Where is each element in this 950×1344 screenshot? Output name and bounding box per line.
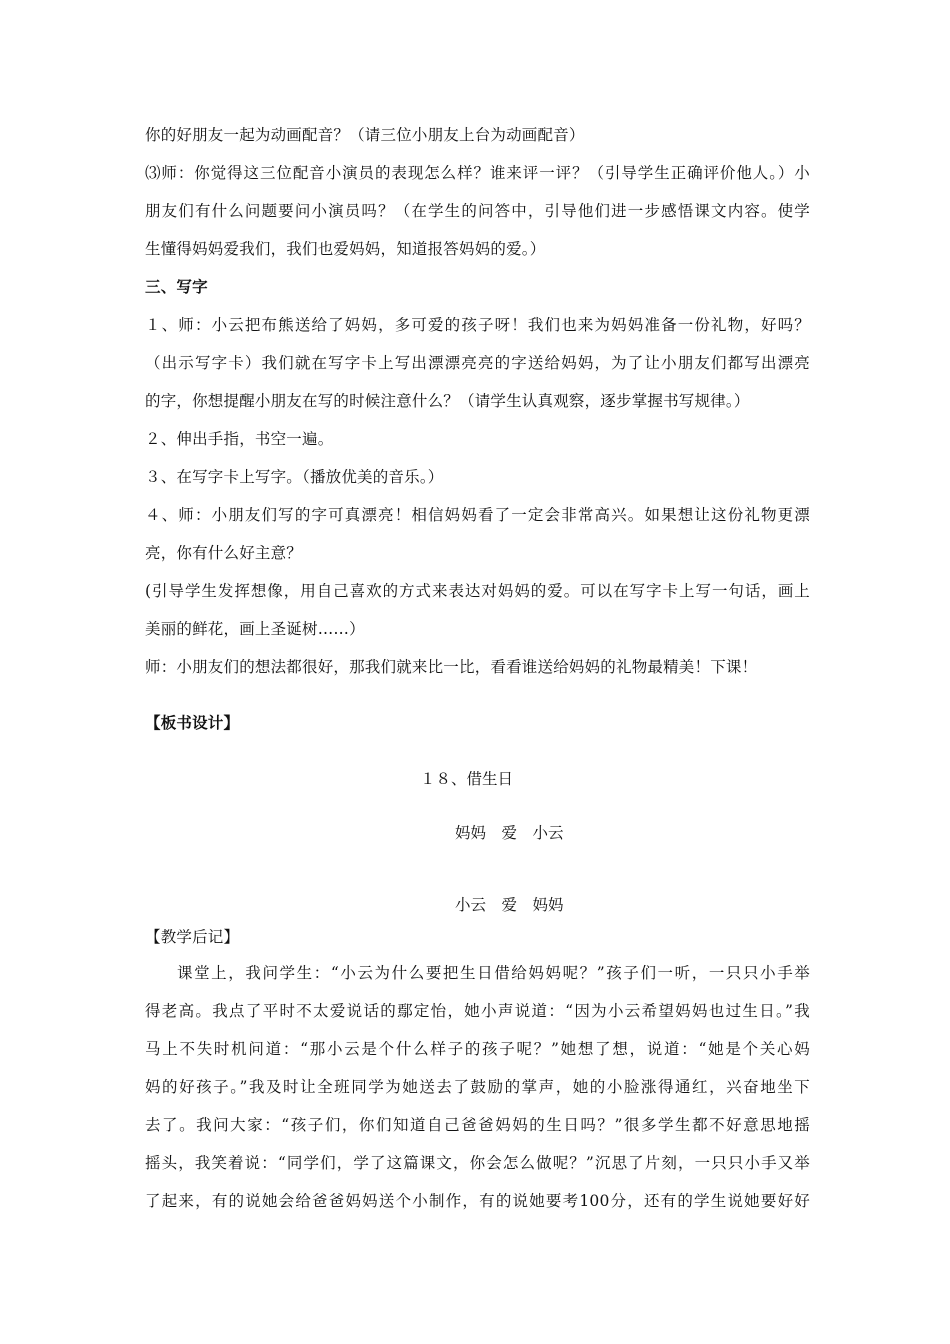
paragraph-line: 朋友们有什么问题要问小演员吗？（在学生的问答中，引导他们进一步感悟课文内容。使学: [145, 202, 810, 220]
postscript-line: 课堂上，我问学生：“小云为什么要把生日借给妈妈呢？”孩子们一听，一只只小手举: [177, 964, 810, 982]
postscript-line: 马上不失时机问道：“那小云是个什么样子的孩子呢？”她想了想，说道：“她是个关心妈: [145, 1040, 810, 1058]
paragraph-line: ３、在写字卡上写字。（播放优美的音乐。）: [145, 468, 444, 486]
paragraph-line: 师：小朋友们的想法都很好，那我们就来比一比，看看谁送给妈妈的礼物最精美！下课！: [145, 658, 758, 676]
paragraph-line: 亮，你有什么好主意？: [145, 544, 303, 562]
paragraph-line: ２、伸出手指，书空一遍。: [145, 430, 334, 448]
paragraph-line: 美丽的鲜花，画上圣诞树……）: [145, 620, 365, 638]
postscript-line: 摇头，我笑着说：“同学们，学了这篇课文，你会怎么做呢？”沉思了片刻，一只只小手又举: [145, 1154, 810, 1172]
paragraph-line: ４、师：小朋友们写的字可真漂亮！相信妈妈看了一定会非常高兴。如果想让这份礼物更漂: [145, 506, 810, 524]
paragraph-line: 你的好朋友一起为动画配音？（请三位小朋友上台为动画配音）: [145, 126, 585, 144]
paragraph-line: ⑶师：你觉得这三位配音小演员的表现怎么样？谁来评一评？（引导学生正确评价他人。）小: [145, 164, 810, 182]
postscript-line: 得老高。我点了平时不太爱说话的鄢定怡，她小声说道：“因为小云希望妈妈也过生日。”我: [145, 1002, 810, 1020]
paragraph-line: 生懂得妈妈爱我们，我们也爱妈妈，知道报答妈妈的爱。）: [145, 240, 546, 258]
board-design-heading: 【板书设计】: [145, 713, 240, 732]
paragraph-line: １、师：小云把布熊送给了妈妈，多可爱的孩子呀！我们也来为妈妈准备一份礼物，好吗？: [145, 316, 810, 334]
postscript-heading: 【教学后记】: [145, 928, 240, 946]
postscript-line: 了起来，有的说她会给爸爸妈妈送个小制作，有的说她要考100分，还有的学生说她要好好: [145, 1192, 810, 1210]
section-heading-writing: 三、写字: [145, 277, 208, 296]
paragraph-line: 的字，你想提醒小朋友在写的时候注意什么？（请学生认真观察，逐步掌握书写规律。）: [145, 392, 750, 410]
paragraph-line: （出示写字卡）我们就在写字卡上写出漂漂亮亮的字送给妈妈，为了让小朋友们都写出漂亮: [145, 354, 810, 372]
board-line-1: 妈妈 爱 小云: [455, 824, 564, 842]
board-title: １８、借生日: [420, 770, 514, 788]
board-line-2: 小云 爱 妈妈: [455, 896, 564, 914]
paragraph-line: (引导学生发挥想像，用自己喜欢的方式来表达对妈妈的爱。可以在写字卡上写一句话，画上: [145, 582, 810, 600]
postscript-line: 妈的好孩子。”我及时让全班同学为她送去了鼓励的掌声，她的小脸涨得通红，兴奋地坐下: [145, 1078, 810, 1096]
postscript-line: 去了。我问大家：“孩子们，你们知道自己爸爸妈妈的生日吗？”很多学生都不好意思地摇: [145, 1116, 810, 1134]
